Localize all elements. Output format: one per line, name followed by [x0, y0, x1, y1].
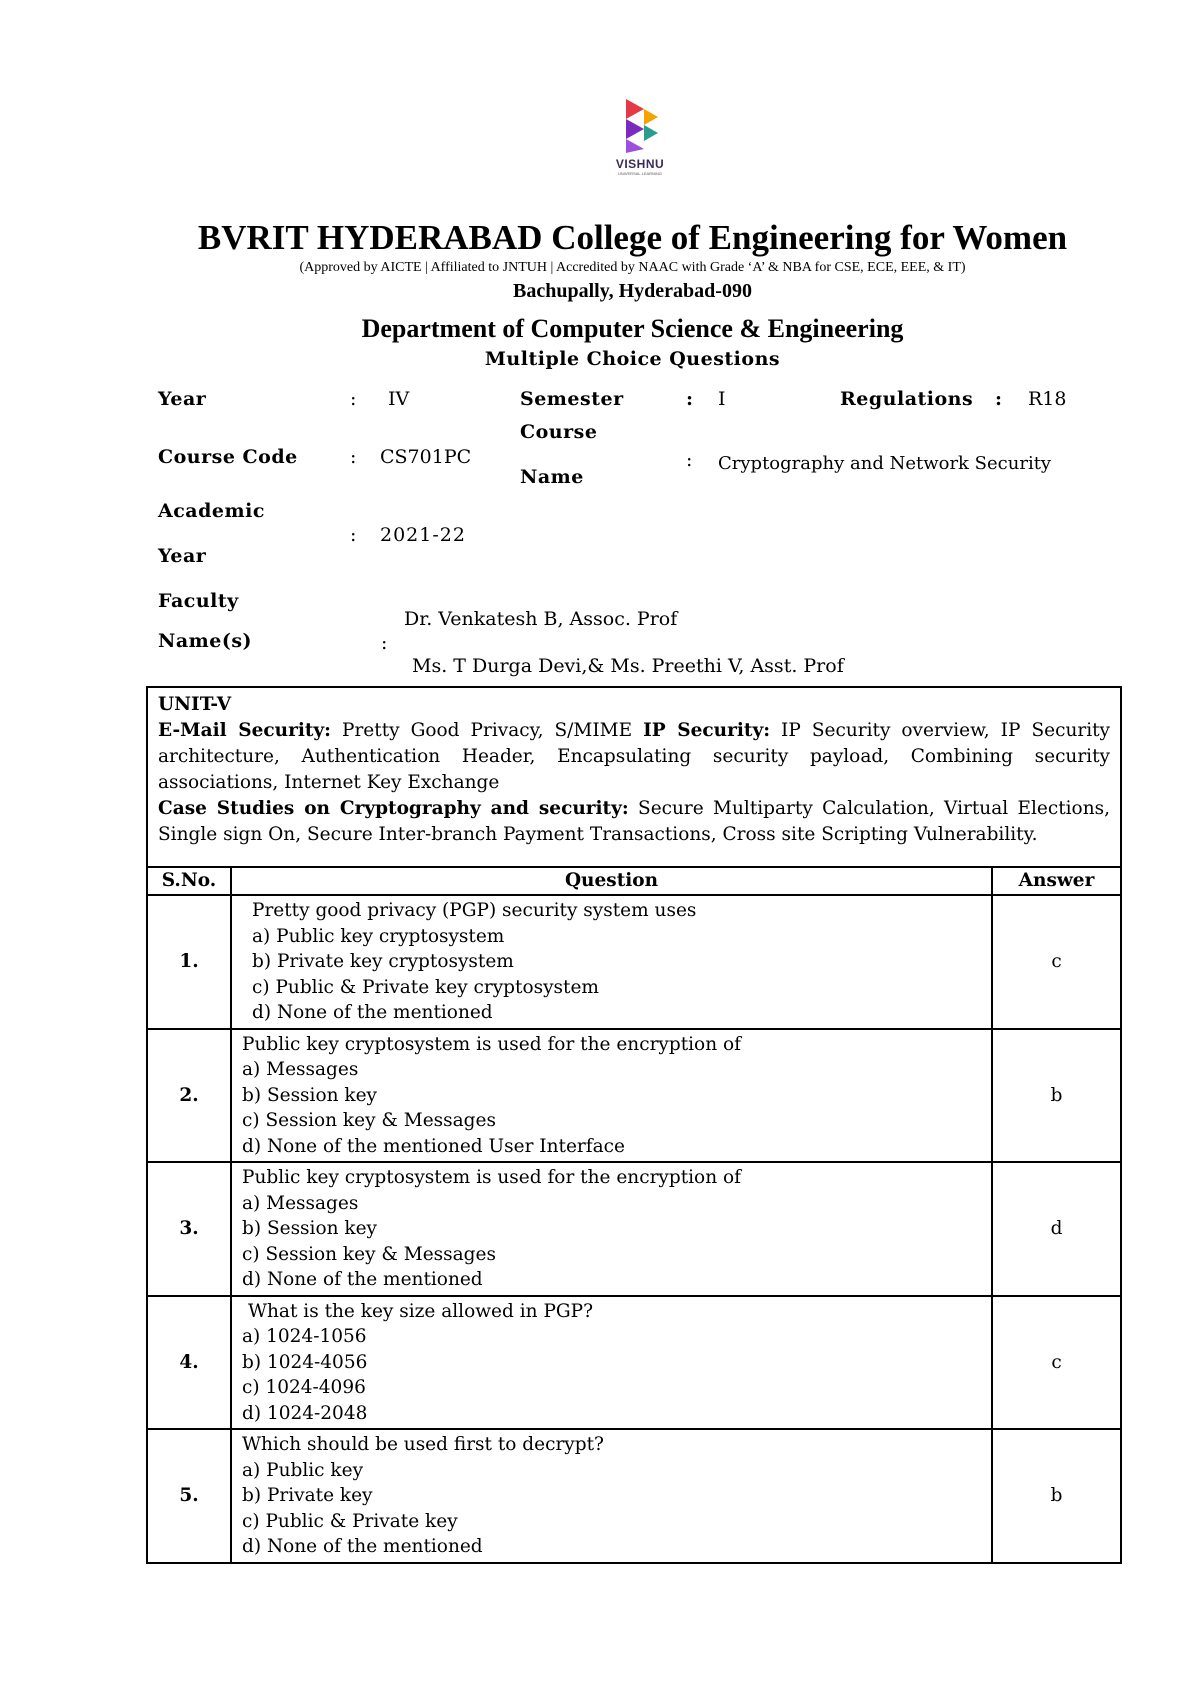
question-cell — [231, 895, 992, 1029]
table-row — [147, 895, 1121, 1029]
department-name: Department of Computer Science & Engineering — [361, 314, 904, 343]
question-cell — [231, 1429, 992, 1563]
option-d: d) 1024-2048 — [242, 1402, 368, 1424]
option-d: d) None of the mentioned — [252, 1002, 493, 1023]
table-row — [147, 1429, 1121, 1563]
option-c: c) Session key & Messages — [242, 1243, 496, 1265]
question-text: What is the key size allowed in PGP? — [248, 1300, 594, 1322]
question-text: Public key cryptosystem is used for the encryption of — [242, 1033, 741, 1055]
semester-label: Semester — [520, 388, 624, 410]
ip-security-text: IP Security overview, IP Security architecture, Authentication Header, Encapsulating security payload, Combining security associations, Internet Key Exchange — [158, 720, 1110, 793]
logo-subtext: UNIVERSAL LEARNING — [617, 171, 663, 176]
question-number: 1. — [147, 895, 231, 1029]
question-number: 2. — [147, 1029, 231, 1163]
header-question: Question — [231, 867, 992, 895]
faculty-label-2: Name(s) — [158, 630, 253, 652]
unit-topics — [158, 718, 1110, 796]
option-b: b) Session key — [242, 1218, 378, 1239]
faculty-name-1: Dr. Venkatesh B, Assoc. Prof — [404, 608, 678, 630]
colon: : — [686, 449, 693, 471]
colon: : — [350, 446, 357, 468]
regulations-value: R18 — [1028, 388, 1067, 410]
option-c: c) Session key & Messages — [242, 1110, 496, 1131]
option-b: b) Private key cryptosystem — [252, 951, 514, 972]
question-cell — [231, 1029, 992, 1163]
option-a: a) Public key — [242, 1459, 364, 1481]
option-a: a) Messages — [242, 1059, 359, 1080]
option-c: c) Public & Private key cryptosystem — [252, 976, 599, 998]
option-d: d) None of the mentioned User Interface — [242, 1135, 625, 1157]
academic-year-label-2: Year — [158, 545, 207, 567]
course-name-label-2: Name — [520, 466, 584, 488]
table-row — [147, 1296, 1121, 1430]
answer: d — [992, 1162, 1121, 1296]
ip-security-label: IP Security: — [643, 720, 771, 741]
course-name-value: Cryptography and Network Security — [718, 453, 1052, 474]
regulations-label: Regulations — [840, 388, 974, 410]
academic-year-label-1: Academic — [158, 500, 265, 522]
colon: : — [686, 388, 694, 410]
case-studies — [158, 796, 1110, 848]
option-a: a) 1024-1056 — [242, 1326, 367, 1347]
option-b: b) 1024-4056 — [242, 1351, 368, 1373]
academic-year-value: 2021-22 — [380, 524, 466, 546]
semester-value: I — [718, 388, 726, 410]
address: Bachupally, Hyderabad-090 — [513, 280, 752, 302]
question-number: 3. — [147, 1162, 231, 1296]
option-b: b) Private key — [242, 1485, 373, 1506]
approval-line: (Approved by AICTE | Affiliated to JNTUH | Accredited by NAAC with Grade ‘A’ & NBA for CSE, ECE, EEE, & IT) — [299, 260, 966, 275]
faculty-label-1: Faculty — [158, 590, 239, 612]
option-c: c) Public & Private key — [242, 1510, 458, 1532]
table-row — [147, 1029, 1121, 1163]
answer: c — [992, 895, 1121, 1029]
question-cell — [231, 1162, 992, 1296]
document-type: Multiple Choice Questions — [484, 348, 781, 370]
option-c: c) 1024-4096 — [242, 1377, 366, 1398]
year-label: Year — [158, 388, 207, 410]
course-code-label: Course Code — [158, 446, 298, 468]
colon: : — [381, 632, 388, 654]
question-number: 5. — [147, 1429, 231, 1563]
option-a: a) Public key cryptosystem — [252, 925, 505, 947]
case-studies-text: Secure Multiparty Calculation, Virtual Elections, Single sign On, Secure Inter-branch Payment Transactions, Cross site Scripting Vulnerability. — [158, 798, 1110, 845]
email-security-label: E-Mail Security: — [158, 720, 331, 741]
vishnu-logo — [590, 95, 690, 190]
answer: b — [992, 1029, 1121, 1163]
option-b: b) Session key — [242, 1084, 378, 1106]
answer: c — [992, 1296, 1121, 1430]
option-a: a) Messages — [242, 1192, 359, 1214]
question-number: 4. — [147, 1296, 231, 1430]
option-d: d) None of the mentioned — [242, 1536, 483, 1557]
table-row — [147, 1162, 1121, 1296]
table-header-row — [147, 867, 1121, 895]
year-value: IV — [388, 388, 410, 410]
question-cell — [231, 1296, 992, 1430]
question-text: Pretty good privacy (PGP) security system uses — [252, 900, 697, 921]
question-text: Which should be used first to decrypt? — [242, 1434, 604, 1455]
questions-table — [146, 866, 1122, 1564]
course-name-label-1: Course — [520, 421, 598, 443]
unit-syllabus — [146, 686, 1122, 866]
colon: : — [350, 388, 357, 410]
course-code-value: CS701PC — [380, 446, 472, 468]
colon: : — [350, 524, 357, 546]
answer: b — [992, 1429, 1121, 1563]
colon: : — [995, 388, 1003, 410]
header-sno: S.No. — [147, 867, 231, 895]
question-text: Public key cryptosystem is used for the encryption of — [242, 1167, 741, 1188]
college-name: BVRIT HYDERABAD College of Engineering for Women — [197, 218, 1068, 257]
email-security-text: Pretty Good Privacy, S/MIME — [330, 720, 644, 741]
logo-text: VISHNU — [615, 157, 665, 171]
unit-title: UNIT-V — [158, 694, 232, 715]
option-d: d) None of the mentioned — [242, 1269, 483, 1290]
header-answer: Answer — [992, 867, 1121, 895]
vishnu-logo-icon — [618, 95, 662, 155]
faculty-name-2: Ms. T Durga Devi,& Ms. Preethi V, Asst. Prof — [412, 655, 844, 677]
case-studies-label: Case Studies on Cryptography and security: — [158, 798, 629, 819]
